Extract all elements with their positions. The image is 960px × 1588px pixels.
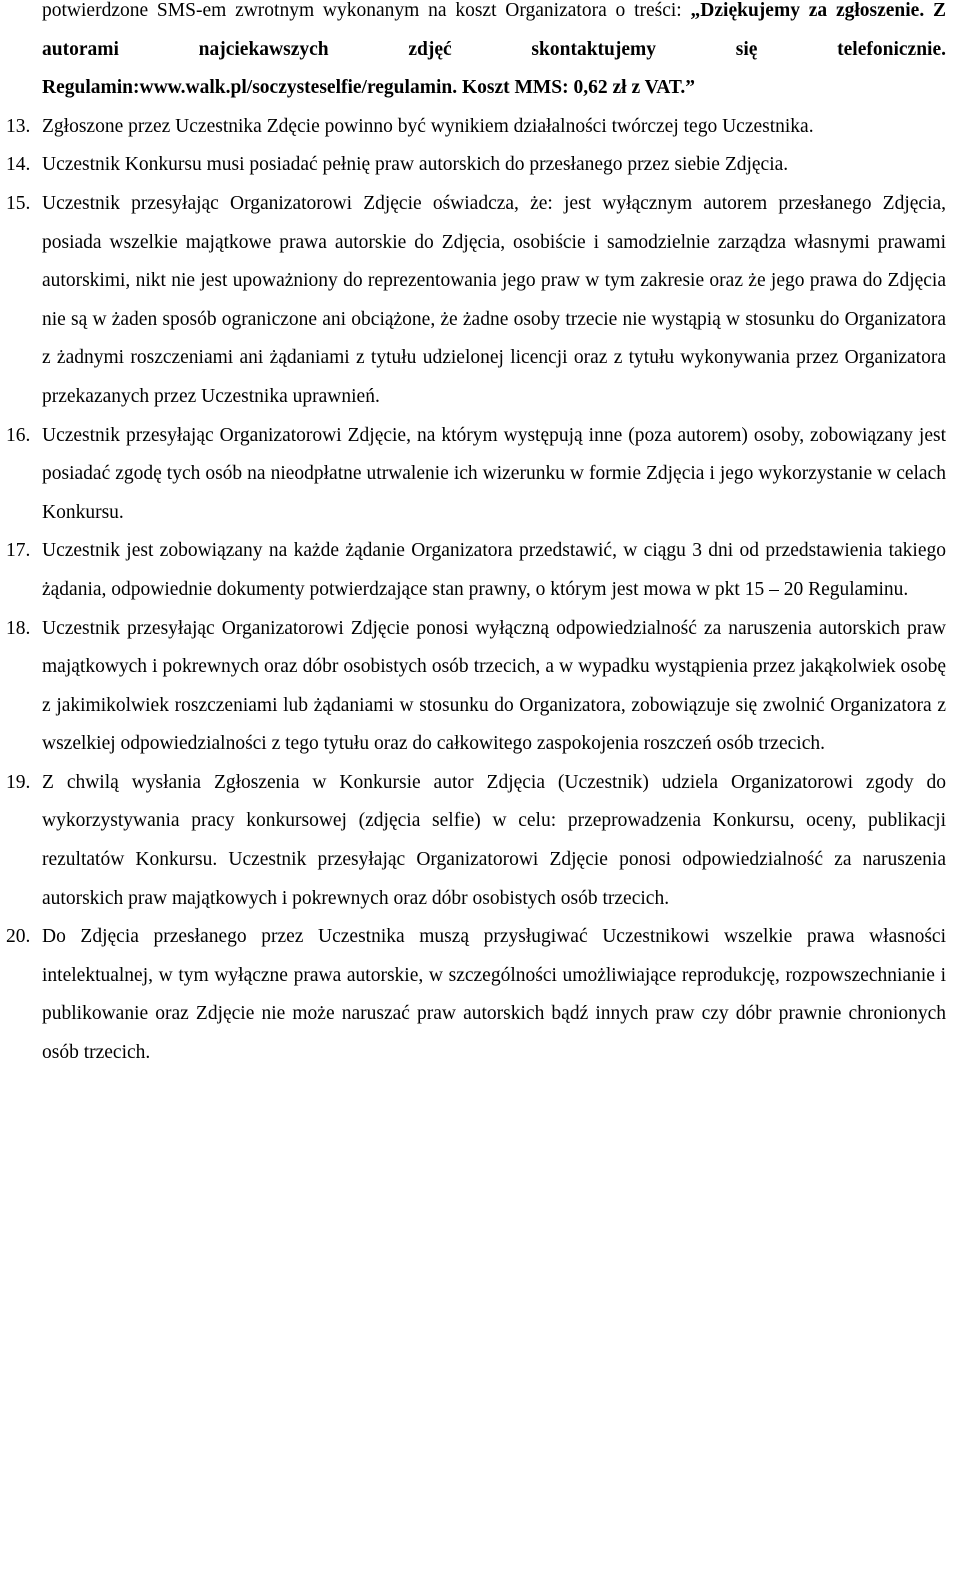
item-text: Uczestnik przesyłając Organizatorowi Zdjęcie, na którym występują inne (poza autorem) osoby, zobowiązany jest posiadać zgodę tych osób na nieodpłatne utrwalenie ich wizerunku w formie Zdjęcia i jego wykorzystanie w celach Konkursu. (42, 424, 946, 523)
list-item (6, 417, 946, 533)
item-number: 14. (6, 154, 31, 176)
item-text: Zgłoszone przez Uczestnika Zdęcie powinno być wynikiem działalności twórczej tego Uczestnika. (42, 115, 814, 137)
list-item (6, 146, 946, 185)
item-text: Uczestnik przesyłając Organizatorowi Zdjęcie oświadcza, że: jest wyłącznym autorem przesłanego Zdjęcia, posiada wszelkie majątkowe prawa autorskie do Zdjęcia, osobiście i samodzielnie zarządza własnymi prawami autorskimi, nikt nie jest upoważniony do reprezentowania jego praw w tym zakresie oraz że jego prawa do Zdjęcia nie są w żaden sposób ograniczone ani obciążone, że żadne osoby trzecie nie wystąpią w stosunku do Organizatora z żadnymi roszczeniami ani żądaniami z tytułu udzielonej licencji oraz z tytułu wykonywania przez Organizatora przekazanych przez Uczestnika uprawnień. (42, 192, 946, 407)
list-item (6, 185, 946, 417)
item-text: Do Zdjęcia przesłanego przez Uczestnika muszą przysługiwać Uczestnikowi wszelkie prawa własności intelektualnej, w tym wyłączne prawa autorskie, w szczególności umożliwiające reprodukcję, rozpowszechnianie i publikowanie oraz Zdjęcie nie może naruszać praw autorskich bądź innych praw czy dóbr prawnie chronionych osób trzecich. (42, 926, 946, 1064)
sms-message-text: „Dziękujemy za zgłoszenie. Z autorami najciekawszych zdjęć skontaktujemy się telefonicznie. Regulamin:www.walk.pl/soczysteselfie/regulamin. Koszt MMS: 0,62 zł z VAT.” (42, 0, 947, 99)
item-number: 19. (6, 771, 31, 793)
list-item (6, 108, 946, 147)
item-number: 15. (6, 192, 31, 214)
list-item (6, 610, 946, 764)
list-item (6, 764, 946, 918)
item-number: 16. (6, 424, 31, 446)
intro-paragraph (42, 0, 946, 108)
item-number: 18. (6, 617, 31, 639)
item-number: 13. (6, 115, 31, 137)
item-number: 20. (6, 926, 31, 948)
rules-list (6, 108, 946, 1073)
item-number: 17. (6, 540, 31, 562)
item-text: Uczestnik przesyłając Organizatorowi Zdjęcie ponosi wyłączną odpowiedzialność za naruszenia autorskich praw majątkowych i pokrewnych oraz dóbr osobistych osób trzecich, a w wypadku wystąpienia przez jakąkolwiek osobę z jakimikolwiek roszczeniami lub żądaniami w stosunku do Organizatora, zobowiązuje się zwolnić Organizatora z wszelkiej odpowiedzialności z tego tytułu oraz do całkowitego zaspokojenia roszczeń osób trzecich. (42, 617, 946, 755)
list-item (6, 532, 946, 609)
intro-text: potwierdzone SMS-em zwrotnym wykonanym na koszt Organizatora o treści: (42, 0, 682, 21)
item-text: Z chwilą wysłania Zgłoszenia w Konkursie autor Zdjęcia (Uczestnik) udziela Organizatorowi zgody do wykorzystywania pracy konkursowej (zdjęcia selfie) w celu: przeprowadzenia Konkursu, oceny, publikacji rezultatów Konkursu. Uczestnik przesyłając Organizatorowi Zdjęcie ponosi odpowiedzialność za naruszenia autorskich praw majątkowych i pokrewnych oraz dóbr osobistych osób trzecich. (42, 771, 946, 909)
item-text: Uczestnik Konkursu musi posiadać pełnię praw autorskich do przesłanego przez siebie Zdjęcia. (42, 154, 789, 176)
item-text: Uczestnik jest zobowiązany na każde żądanie Organizatora przedstawić, w ciągu 3 dni od przedstawienia takiego żądania, odpowiednie dokumenty potwierdzające stan prawny, o którym jest mowa w pkt 15 – 20 Regulaminu. (42, 540, 946, 600)
list-item (6, 918, 946, 1072)
